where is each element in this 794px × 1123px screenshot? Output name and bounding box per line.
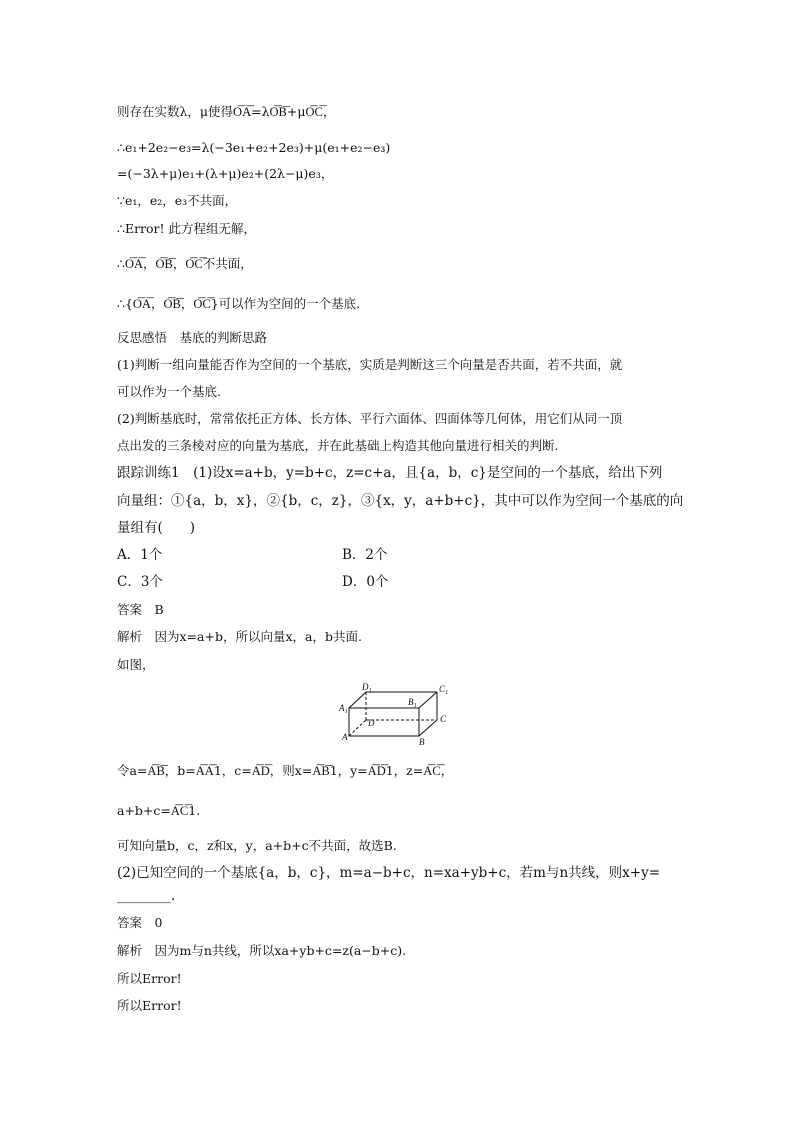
- option-a: A．1个: [117, 547, 163, 563]
- answer-line: 答案 0: [117, 915, 163, 930]
- text-line: ∴{O͞A͞，O͞B͞，O͞C͞}可以作为空间的一个基底.: [117, 296, 361, 311]
- label-d1: D₁: [362, 682, 372, 692]
- analysis-line: 解析 因为m与n共线，所以xa+yb+c=z(a−b+c).: [117, 943, 407, 958]
- option-d: D．0个: [342, 574, 389, 590]
- text-line: =(−3λ+μ)e₁+(λ+μ)e₂+(2λ−μ)e₃，: [117, 166, 334, 181]
- text-line: ∴Error! 此方程组无解，: [117, 221, 257, 236]
- text-line: 点出发的三条棱对应的向量为基底，并在此基础上构造其他向量进行相关的判断.: [117, 438, 559, 453]
- label-b1: B₁: [408, 697, 417, 707]
- text-line: 如图，: [117, 657, 155, 672]
- text-line: 令a=A͞B͞，b=A͞A͞1，c=A͞D͞，则x=A͞B͞1，y=A͞D͞1，z=A͞C͞，: [117, 763, 454, 778]
- answer-line: 答案 B: [117, 602, 164, 617]
- text-line: ∵e₁，e₂，e₃不共面，: [117, 193, 238, 208]
- label-d: D: [368, 718, 375, 728]
- exercise-part2: (2)已知空间的一个基底{a，b，c}，m=a−b+c，n=xa+yb+c，若m与n共线，则x+y=: [117, 865, 661, 881]
- text-line: (1)判断一组向量能否作为空间的一个基底，实质是判断这三个向量是否共面，若不共面，就: [117, 357, 623, 372]
- label-b: B: [419, 737, 425, 747]
- exercise-heading: 跟踪训练1 (1)设x=a+b，y=b+c，z=c+a，且{a，b，c}是空间的一个基底，给出下列: [117, 465, 663, 481]
- option-c: C．3个: [117, 574, 163, 590]
- text-line: 可以作为一个基底.: [117, 384, 221, 399]
- text-line: 向量组：①{a，b，x}，②{b，c，z}，③{x，y，a+b+c}，其中可以作为空间一个基底的向: [117, 493, 684, 509]
- option-b: B．2个: [342, 547, 388, 563]
- analysis-line: 解析 因为x=a+b，所以向量x，a，b共面.: [117, 629, 362, 644]
- text-line: ∴e₁+2e₂−e₃=λ(−3e₁+e₂+2e₃)+μ(e₁+e₂−e₃): [117, 140, 391, 155]
- label-a1: A₁: [339, 703, 348, 713]
- text-line: 所以Error!: [117, 998, 182, 1013]
- text-line: a+b+c=A͞C͞1.: [117, 803, 201, 818]
- label-c: C: [440, 714, 447, 724]
- text-line: 则存在实数λ，μ使得O͞A͞=λO͞B͞+μO͞C͞，: [117, 104, 336, 119]
- text-line: 所以Error!: [117, 971, 182, 986]
- label-a: A: [342, 732, 348, 742]
- cuboid-figure: [338, 682, 458, 748]
- text-line: 量组有( ): [117, 520, 196, 536]
- label-c1: C₁: [439, 684, 449, 694]
- text-line: ∴O͞A͞，O͞B͞，O͞C͞不共面，: [117, 256, 253, 271]
- blank-line: ________.: [117, 888, 176, 904]
- section-heading: 反思感悟 基底的判断思路: [117, 330, 268, 345]
- text-line: 可知向量b，c，z和x，y，a+b+c不共面，故选B.: [117, 838, 397, 853]
- text-line: (2)判断基底时，常常依托正方体、长方体、平行六面体、四面体等几何体，用它们从同一顶: [117, 411, 623, 426]
